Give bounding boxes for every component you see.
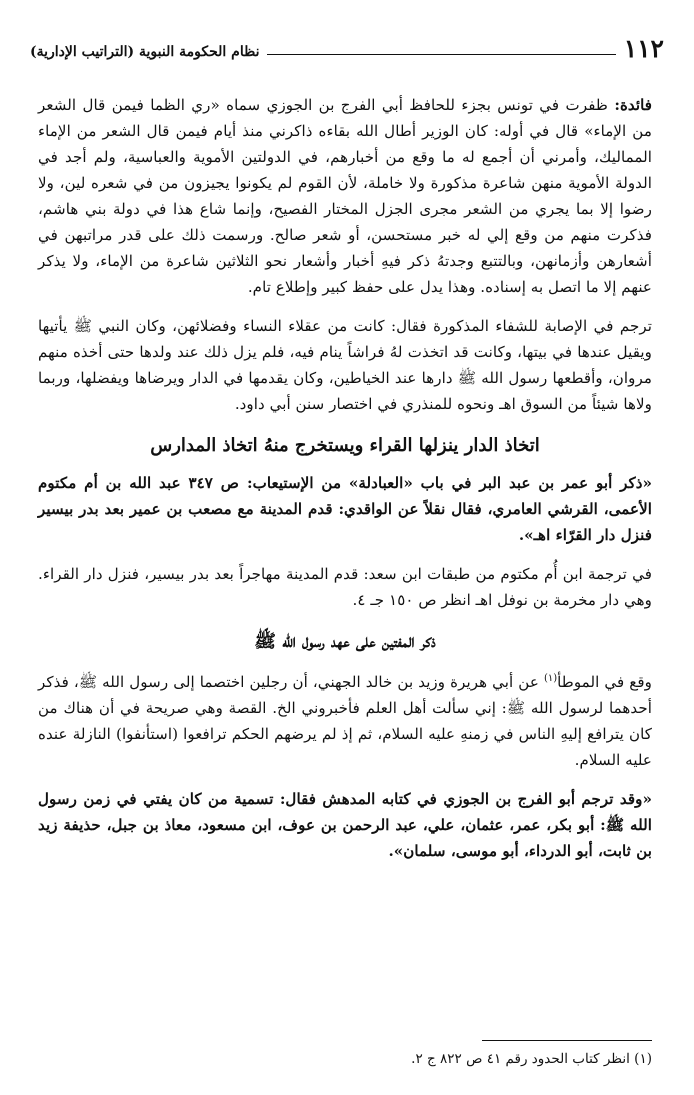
muwatta-paragraph (38, 666, 652, 773)
section-heading-muftis: ذكر المفتين على عهد رسول الله ﷺ (254, 631, 436, 652)
faida-text: ظفرت في تونس بجزء للحافظ أبي الفرج بن الجوزي سماه «ري الظما فيمن قال الشعر من الإماء» قال في أوله: كان الوزير أطال الله بقاءه ذاكرني منذ أيام فيمن قال الشعر من الإماء المماليك، وأمرني أن أجمع له ما وقع من أخبارهم، في الدولتين الأموية والعباسية، ولم أجد في الدولة الأموية منهن شاعرة مذكورة ولا خاملة، لأن القوم لم يكونوا يجيزون من في شعره لين، ولا رضوا إلا بما يجري من الشعر مجرى الجزل المختار الفصيح، وإنما شاع هذا في دولة بني هاشم، فذكرت منهم من وقع إلي له خبر مستحسن، أو شعر صالح. ورسمت ذلك على قدر مراتبهن في أشعارهن وأزمانهن، وبالتتبع وجدتهُ ذكر فيهِ أخبار وأشعار نحو الثلاثين شاعرة من الإماء، ولا يذكر عنهم إلا ما اتصل به إسناده. وهذا يدل على حفظ كبير وإطلاع تام. (38, 96, 652, 296)
section-heading-reciters-house: اتخاذ الدار ينزلها القراء ويستخرج منهُ اتخاذ المدارس (150, 435, 540, 456)
page-header (30, 28, 664, 64)
footnote-rule (482, 1040, 652, 1041)
faida-label: فائدة: (614, 96, 652, 114)
footnote-reference[interactable]: (١) (543, 673, 558, 684)
istiab-quote: «ذكر أبو عمر بن عبد البر في باب «العبادلة» من الإستيعاب: ص ٣٤٧ عبد الله بن أم مكتوم الأعمى، القرشي العامري، فقال نقلاً عن الواقدي: قدم المدينة مع مصعب بن عمير بعد بدر بيسير فنزل دار القرّاء اهـ». (38, 474, 652, 544)
running-title: نظام الحكومة النبوية (التراتيب الإدارية) (30, 44, 260, 60)
footnote-area (38, 1040, 652, 1069)
header-rule (267, 54, 615, 55)
footnote-text: (١) انظر كتاب الحدود رقم ٤١ ص ٨٢٢ ج ٢. (411, 1051, 652, 1067)
muwatta-text-start: وقع في الموطأ (557, 673, 652, 692)
shifa-paragraph: ترجم في الإصابة للشفاء المذكورة فقال: كانت من عقلاء النساء وفضلائهن، وكان النبي ﷺ يأتيها ويقيل عندها في بيتها، وكانت قد اتخذت لهُ فراشاً ينام فيه، فلم يزل ذلك عند ولدها حتى أخذه منهم مروان، وأقطعها رسول الله ﷺ دارها عند الخياطين، وكان يقدمها في الدار ويرضاها ويفضلها، وربما ولاها شيئاً من السوق اهـ ونحوه للمنذري في اختصار سنن أبي داود. (38, 317, 652, 413)
page-body (38, 92, 652, 877)
muwatta-text-rest: عن أبي هريرة وزيد بن خالد الجهني، أن رجلين اختصما إلى رسول الله ﷺ، فذكر أحدهما لرسول الله ﷺ: إني سألت أهل العلم فأخبروني الخ. القصة وهي صريحة في أن هناك من كان يترافع إليهِ الناس في زمنهِ عليه السلام، ثم إذ لم يرضهم الحكم ترافعوا (استأنفوا) النازلة عنده عليه السلام. (38, 673, 652, 770)
faida-paragraph (38, 92, 652, 300)
mudhish-quote: «وقد ترجم أبو الفرج بن الجوزي في كتابه المدهش فقال: تسمية من كان يفتي في زمن رسول الله ﷺ: أبو بكر، عمر، عثمان، علي، عبد الرحمن بن عوف، ابن مسعود، معاذ بن جبل، حذيفة زيد بن ثابت، أبو الدرداء، أبو موسى، سلمان». (38, 790, 652, 861)
page-number: ١١٢ (623, 34, 664, 63)
ibn-saad-paragraph: في ترجمة ابن أُم مكتوم من طبقات ابن سعد: قدم المدينة مهاجراً بعد بدر بيسير، فنزل دار القراء. وهي دار مخرمة بن نوفل اهـ انظر ص ١٥٠ جـ ٤. (38, 565, 652, 609)
